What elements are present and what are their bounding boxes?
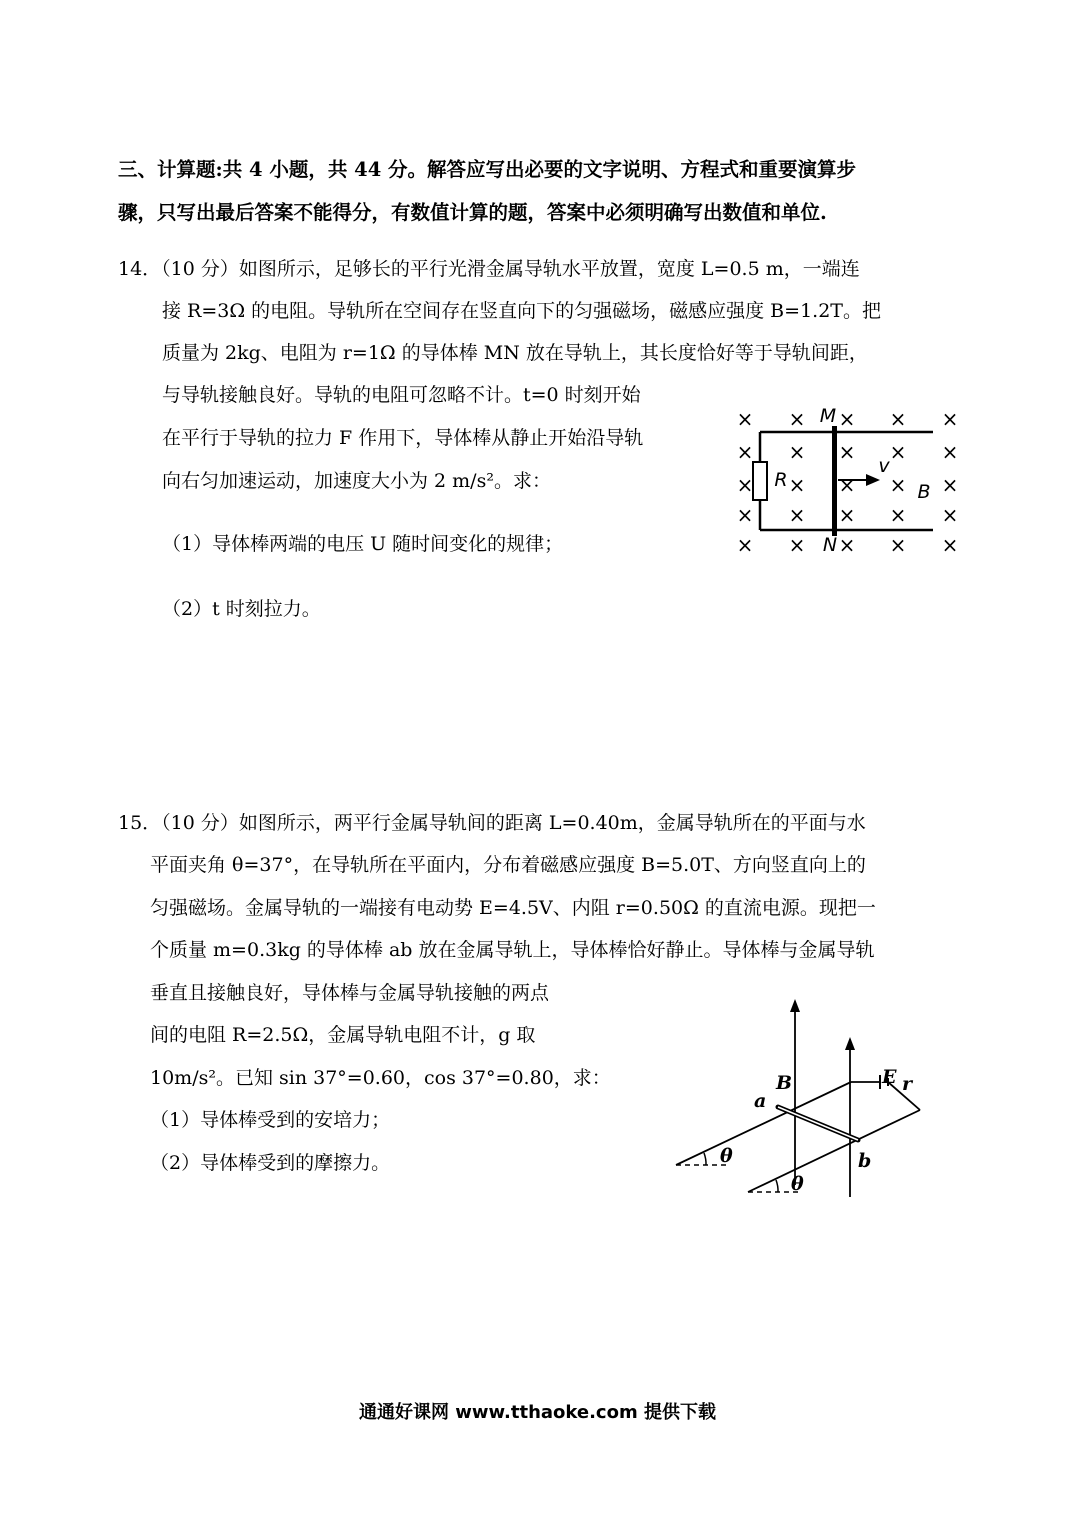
field-cross: × [736, 533, 754, 557]
field-label-b: B [917, 481, 931, 503]
q15-inclined-rail-diagram [668, 995, 938, 1205]
field-cross: × [941, 503, 959, 527]
q15-line-5: 垂直且接触良好，导体棒与金属导轨接触的两点 [150, 982, 550, 1004]
q15-subquestion-1: （1）导体棒受到的安培力； [150, 1109, 391, 1131]
field-cross: × [838, 407, 856, 431]
field-arrow-right [845, 1037, 855, 1050]
field-cross: × [889, 503, 907, 527]
q14-line-4: 与导轨接触良好。导轨的电阻可忽略不计。t=0 时刻开始 [162, 384, 641, 406]
q14-line-2: 接 R=3Ω 的电阻。导轨所在空间存在竖直向下的匀强磁场，磁感应强度 B=1.2T。把 [162, 300, 881, 322]
conductor-rod-mn [832, 426, 837, 536]
field-cross: × [941, 407, 959, 431]
q14-line-3: 质量为 2kg、电阻为 r=1Ω 的导体棒 MN 放在导轨上，其长度恰好等于导轨间距， [162, 342, 868, 364]
label-r: r [902, 1073, 913, 1095]
field-cross: × [736, 440, 754, 464]
q14-line-6: 向右匀加速运动，加速度大小为 2 m/s²。求： [162, 470, 551, 492]
field-cross: × [838, 533, 856, 557]
section-heading-line-1: 三、计算题:共 4 小题，共 44 分。解答应写出必要的文字说明、方程式和重要演算步 [118, 158, 857, 181]
field-cross: × [838, 503, 856, 527]
field-cross: × [736, 407, 754, 431]
q15-subquestion-2: （2）导体棒受到的摩擦力。 [150, 1152, 391, 1174]
q14-subquestion-1: （1）导体棒两端的电压 U 随时间变化的规律； [162, 533, 564, 555]
q15-line-7: 10m/s²。已知 sin 37°=0.60，cos 37°=0.80，求： [150, 1067, 611, 1089]
velocity-label: v [878, 455, 890, 477]
rail-far [748, 1110, 920, 1192]
resistor-label: R [774, 469, 788, 491]
label-theta-far: θ [791, 1173, 804, 1195]
field-cross: × [838, 473, 856, 497]
q14-line-1: 14．（10 分）如图所示，足够长的平行光滑金属导轨水平放置，宽度 L=0.5 m，一端连 [118, 258, 860, 280]
rod-highlight [778, 1107, 858, 1140]
section-heading-line-2: 骤，只写出最后答案不能得分，有数值计算的题，答案中必须明确写出数值和单位. [118, 201, 827, 224]
q14-line-5: 在平行于导轨的拉力 F 作用下，导体棒从静止开始沿导轨 [162, 427, 644, 449]
q15-line-1: 15．（10 分）如图所示，两平行金属导轨间的距离 L=0.40m，金属导轨所在的平面与水 [118, 812, 866, 834]
field-cross: × [889, 407, 907, 431]
field-cross: × [941, 533, 959, 557]
label-n: N [822, 534, 838, 556]
field-cross: × [941, 473, 959, 497]
resistor-r [753, 462, 767, 500]
field-cross: × [889, 440, 907, 464]
field-cross: × [788, 503, 806, 527]
q15-line-4: 个质量 m=0.3kg 的导体棒 ab 放在金属导轨上，导体棒恰好静止。导体棒与金属导轨 [150, 939, 875, 961]
field-arrow-left [790, 999, 800, 1012]
angle-arc-near [704, 1153, 706, 1165]
field-cross: × [736, 503, 754, 527]
field-cross: × [838, 440, 856, 464]
field-cross: × [889, 473, 907, 497]
label-a: a [754, 1090, 767, 1112]
field-cross: × [788, 440, 806, 464]
q15-line-3: 匀强磁场。金属导轨的一端接有电动势 E=4.5V、内阻 r=0.50Ω 的直流电源。现把一 [150, 897, 876, 919]
field-cross: × [736, 473, 754, 497]
label-e: E [882, 1066, 897, 1088]
field-cross: × [788, 533, 806, 557]
field-cross: × [788, 407, 806, 431]
footer-credit: 通通好课网 www.tthaoke.com 提供下载 [359, 1402, 716, 1423]
label-b: b [858, 1150, 872, 1172]
q14-rail-circuit-diagram [728, 400, 968, 560]
label-b-field: B [776, 1072, 793, 1094]
q14-subquestion-2: （2）t 时刻拉力。 [162, 598, 321, 620]
label-m: M [819, 405, 837, 427]
field-cross: × [889, 533, 907, 557]
q15-line-6: 间的电阻 R=2.5Ω，金属导轨电阻不计，g 取 [150, 1024, 536, 1046]
q15-line-2: 平面夹角 θ=37°，在导轨所在平面内，分布着磁感应强度 B=5.0T、方向竖直向上的 [150, 854, 866, 876]
label-theta-near: θ [720, 1145, 733, 1167]
angle-arc-far [776, 1180, 778, 1192]
field-cross: × [788, 473, 806, 497]
field-cross: × [941, 440, 959, 464]
